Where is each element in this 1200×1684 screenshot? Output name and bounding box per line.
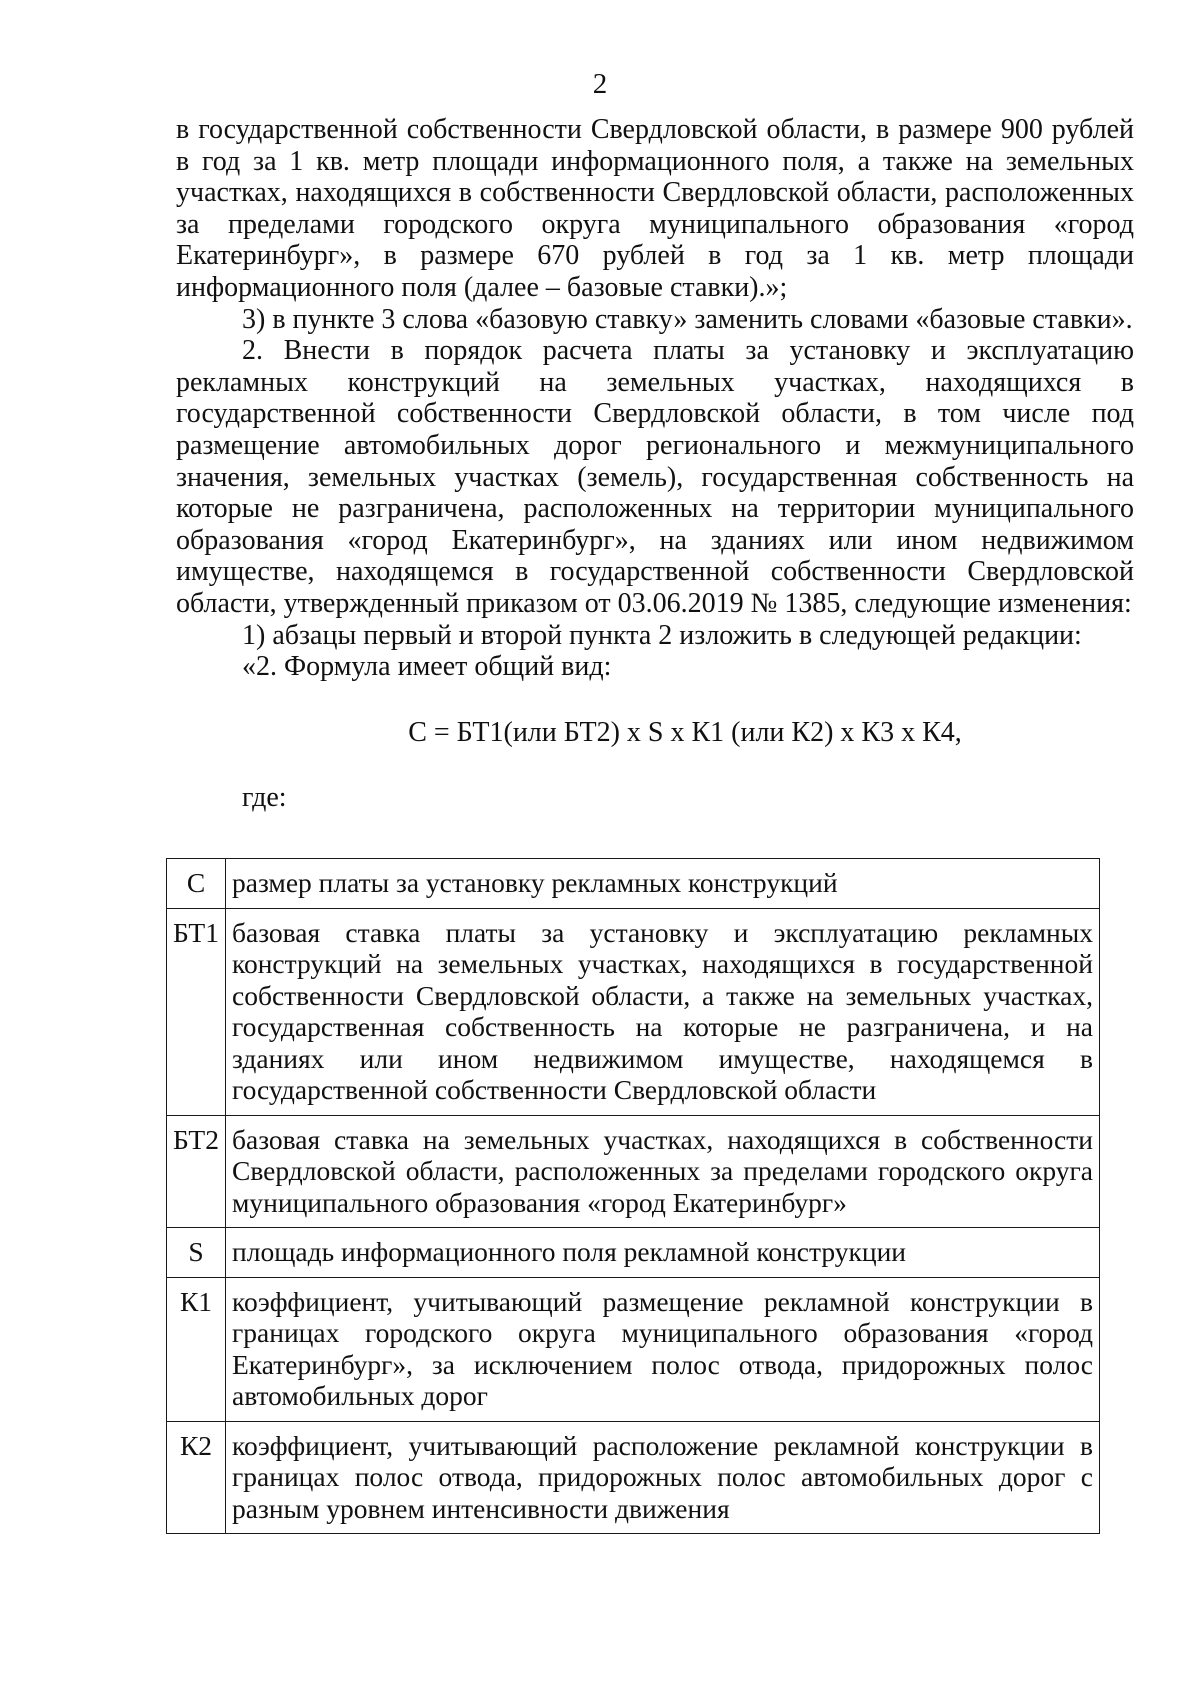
definition-text: размер платы за установку рекламных конструкций [226,859,1100,909]
definition-text: базовая ставка платы за установку и эксплуатацию рекламных конструкций на земельных участках, находящихся в государственной собственности Свердловской области, а также на земельных участках, государственная собственность на которые не разграничена, и на зданиях или ином недвижимом имуществе, находящемся в государственной собственности Свердловской области [226,908,1100,1115]
document-body [176,114,1134,814]
table-row [167,859,1100,909]
definition-symbol: С [167,859,226,909]
where-label: где: [242,782,287,814]
table-row [167,1277,1100,1421]
paragraph-formula-intro: «2. Формула имеет общий вид: [242,651,612,683]
paragraph-item-3: 3) в пункте 3 слова «базовую ставку» заменить словами «базовые ставки». [242,303,1133,335]
paragraph-item-2-amendments: 2. Внести в порядок расчета платы за установку и эксплуатацию рекламных конструкций на земельных участках, находящихся в государственной собственности Свердловской области, в том числе под размещение автомобильных дорог регионального и межмуниципального значения, земельных участках (земель), государственная собственность на которые не разграничена, расположенных на территории муниципального образования «город Екатеринбург», на зданиях или ином недвижимом имуществе, находящемся в государственной собственности Свердловской области, утвержденный приказом от 03.06.2019 № 1385, следующие изменения: [176,335,1134,619]
definition-symbol: К1 [167,1277,226,1421]
definition-symbol: БТ1 [167,908,226,1115]
definition-symbol: БТ2 [167,1115,226,1228]
formula: С = БТ1(или БТ2) x S x К1 (или К2) x К3 x К4, [408,716,962,748]
paragraph-continuation: в государственной собственности Свердловской области, в размере 900 рублей в год за 1 кв. метр площади информационного поля, а также на земельных участках, находящихся в собственности Свердловской области, расположенных за пределами городского округа муниципального образования «город Екатеринбург», в размере 670 рублей в год за 1 кв. метр площади информационного поля (далее – базовые ставки).»; [176,114,1134,303]
definition-text: коэффициент, учитывающий расположение рекламной конструкции в границах полос отвода, придорожных полос автомобильных дорог с разным уровнем интенсивности движения [226,1421,1100,1534]
paragraph-subitem-1: 1) абзацы первый и второй пункта 2 изложить в следующей редакции: [242,619,1082,651]
page-number: 2 [592,68,608,100]
definition-text: коэффициент, учитывающий размещение рекламной конструкции в границах городского округа муниципального образования «город Екатеринбург», за исключением полос отвода, придорожных полос автомобильных дорог [226,1277,1100,1421]
definition-text: площадь информационного поля рекламной конструкции [226,1228,1100,1278]
table-row [167,1421,1100,1534]
definition-text: базовая ставка на земельных участках, находящихся в собственности Свердловской области, расположенных за пределами городского округа муниципального образования «город Екатеринбург» [226,1115,1100,1228]
table-row [167,1115,1100,1228]
definition-symbol: К2 [167,1421,226,1534]
definition-symbol: S [167,1228,226,1278]
table-row [167,908,1100,1115]
table-row [167,1228,1100,1278]
definitions-table [166,858,1100,1534]
